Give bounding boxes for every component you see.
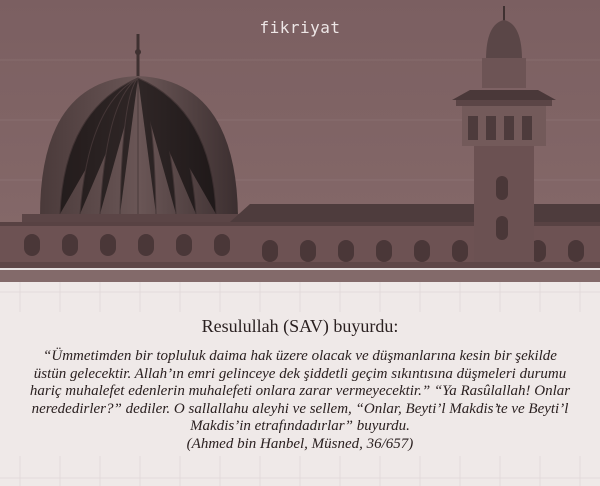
hadith-quote xyxy=(28,348,572,454)
quote-heading: Resulullah (SAV) buyurdu: xyxy=(201,316,399,336)
hadith-text: “Ümmetimden bir topluluk daima hak üzere olacak ve düşmanlarına kesin bir şekilde üstün gelecektir. Allah’ın emri gelinceye dek şiddetli geçim sıkıntısına düşmeleri durumu hariç muhalefet edenlerin muhalefeti onlara zarar vermeyecektir.” “Ya Rasûlallah! Onlar nerededirler?” dediler. O sallallahu aleyhi ve sellem, “Onlar, Beyti’l Makdis’te ve Beyti’l Makdis’in etrafındadırlar” buyurdu. xyxy=(29,348,571,435)
quote-panel xyxy=(0,282,600,486)
brand-logo: fikriyat xyxy=(259,18,341,37)
hadith-source: (Ahmed bin Hanbel, Müsned, 36/657) xyxy=(186,435,414,452)
